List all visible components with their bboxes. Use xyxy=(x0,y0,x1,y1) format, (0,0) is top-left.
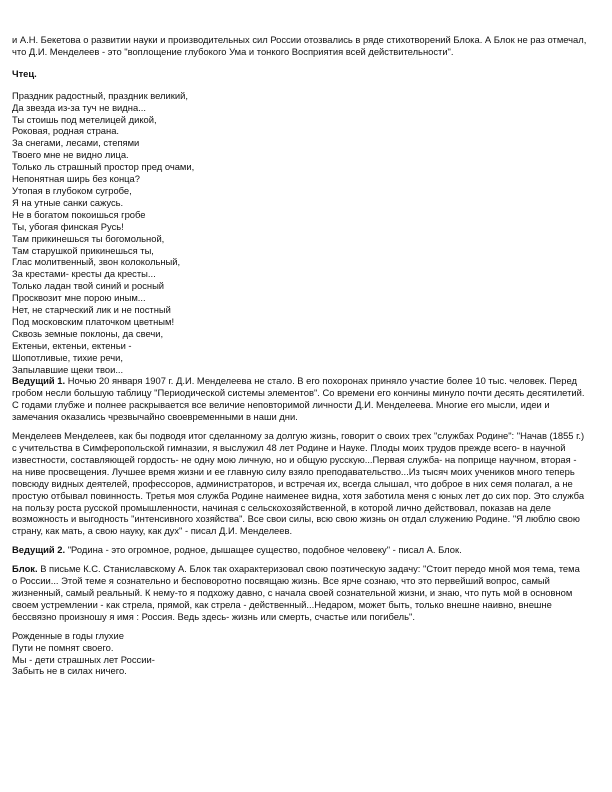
poem-line: Сквозь земные поклоны, да свечи, xyxy=(12,327,164,339)
poem-line: Нет, не старческий лик и не постный xyxy=(12,304,171,316)
document-body xyxy=(12,34,587,677)
poem-line: Рожденные в годы глухие xyxy=(12,629,124,641)
poem-line: Шопотливые, тихие речи, xyxy=(12,351,123,363)
reader-label: Чтец. xyxy=(12,67,37,79)
speaker-label: Ведущий 1. xyxy=(12,375,66,387)
host1-paragraph xyxy=(12,375,587,423)
poem-line: Пути не помнят своего. xyxy=(12,641,114,653)
poem-line: Непонятная ширь без конца? xyxy=(12,173,140,185)
poem-line: Не в богатом покоишься гробе xyxy=(12,208,146,220)
speaker-label: Ведущий 2. xyxy=(12,544,66,556)
poem-line: За снегами, лесами, степями xyxy=(12,137,140,149)
poem-line: Запылавшие щеки твои... xyxy=(12,363,124,375)
mendeleev-paragraph: Менделеев Менделеев, как бы подводя итог сделанному за долгую жизнь, говорит о своих трех "службах Родине": "Начав (1855 г.) с учительства в Симферопольской гимназии, я выслужил 48 лет Родине и Науке. Плоды моих трудов прежде всего- в научной известности, составляющей гордость- не одну мою личную, но и общую русскую...Первая служба- на поприще научном, вторая - на ниве просвещения. Лучшее время жизни и ее главную силу взяло преподавательство...Из тысяч моих учеников много теперь повсюду видных деятелей, профессоров, администраторов, и встречая их, всегда слышал, что доброе в них семя полагал, а не простую отбывал повинность. Третья моя служба Родине наименее видна, хотя заботила меня с юных лет до сих пор. Это служба на пользу роста русской промышленности, начиная с сельскохозяйственной, в которой лично действовал, показав на деле возможность и выгодность "интенсивного хозяйства". Все свои силы, всю свою жизнь он отдал служению Родине. "Я люблю свою страну, как мать, а свою науку, как дух" - писал Д.И. Менделеев. xyxy=(12,430,585,537)
speaker-label: Блок. xyxy=(12,563,38,575)
poem-line: Да звезда из-за туч не видна... xyxy=(12,101,146,113)
poem-line: Там прикинешься ты богомольной, xyxy=(12,232,165,244)
paragraph-text: "Родина - это огромное, родное, дышащее существо, подобное человеку" - писал А. Блок. xyxy=(65,544,462,556)
paragraph-text: Ночью 20 января 1907 г. Д.И. Менделеева не стало. В его похоронах приняло участие более 10 тыс. человек. Перед гробом несли большую таблицу "Периодической системы элементов". Со времени его кончины минуло почти десять десятилетий. С годами глубже и полнее раскрывается все величие неповторимой личности Д.И. Менделеева. Многие его мысли, идеи и замечания оказались чрезвычайно своевременными в наши дни. xyxy=(12,375,585,423)
poem-line: Забыть не в силах ничего. xyxy=(12,665,127,677)
poem-line: Мы - дети страшных лет России- xyxy=(12,653,155,665)
poem-line: Роковая, родная страна. xyxy=(12,125,120,137)
poem-line: Утопая в глубоком сугробе, xyxy=(12,184,132,196)
intro-paragraph: и А.Н. Бекетова о развитии науки и производительных сил России отозвались в ряде стихотворений Блока. А Блок не раз отмечал, что Д.И. Менделеев - это "воплощение глубокого Ума и тонкого Восприятия всей действительности". xyxy=(12,34,587,57)
poem-line: За крестами- кресты да кресты... xyxy=(12,268,156,280)
poem-line: Я на утные санки сажусь. xyxy=(12,196,124,208)
poem-russia xyxy=(12,90,587,376)
host2-paragraph xyxy=(12,544,587,556)
poem-line: Только ладан твой синий и росный xyxy=(12,280,165,292)
blok-paragraph xyxy=(12,563,587,623)
poem-line: Под московским платочком цветным! xyxy=(12,315,175,327)
poem-born-in-deaf-years xyxy=(12,630,587,678)
paragraph-text: В письме К.С. Станиславскому А. Блок так охарактеризовал свою поэтическую задачу: "Стоит передо мной моя тема, тема о России... Этой теме я сознательно и бесповоротно посвящаю жизнь. Все ярче сознаю, что это первейший вопрос, самый жизненный, самый реальный. К нему-то я подхожу давно, с начала своей сознательной жизни, и знаю, что путь мой в основном своем устремлении - как стрела, прямой, как стрела - действенный...Недаром, может быть, только внешне наивно, внешне бессвязно произношу я имя : Россия. Ведь здесь- жизнь или смерть, счастье или погибель". xyxy=(12,563,580,622)
poem-line: Твоего мне не видно лица. xyxy=(12,149,129,161)
poem-line: Ты стоишь под метелицей дикой, xyxy=(12,113,157,125)
poem-line: Глас молитвенный, звон колокольный, xyxy=(12,256,181,268)
poem-line: Только ль страшный простор пред очами, xyxy=(12,161,195,173)
poem-line: Там старушкой прикинешься ты, xyxy=(12,244,154,256)
poem-line: Праздник радостный, праздник великий, xyxy=(12,89,188,101)
poem-line: Ектеньи, ектеньи, ектеньи - xyxy=(12,339,132,351)
poem-line: Просквозит мне порою иным... xyxy=(12,292,146,304)
poem-line: Ты, убогая финская Русь! xyxy=(12,220,124,232)
